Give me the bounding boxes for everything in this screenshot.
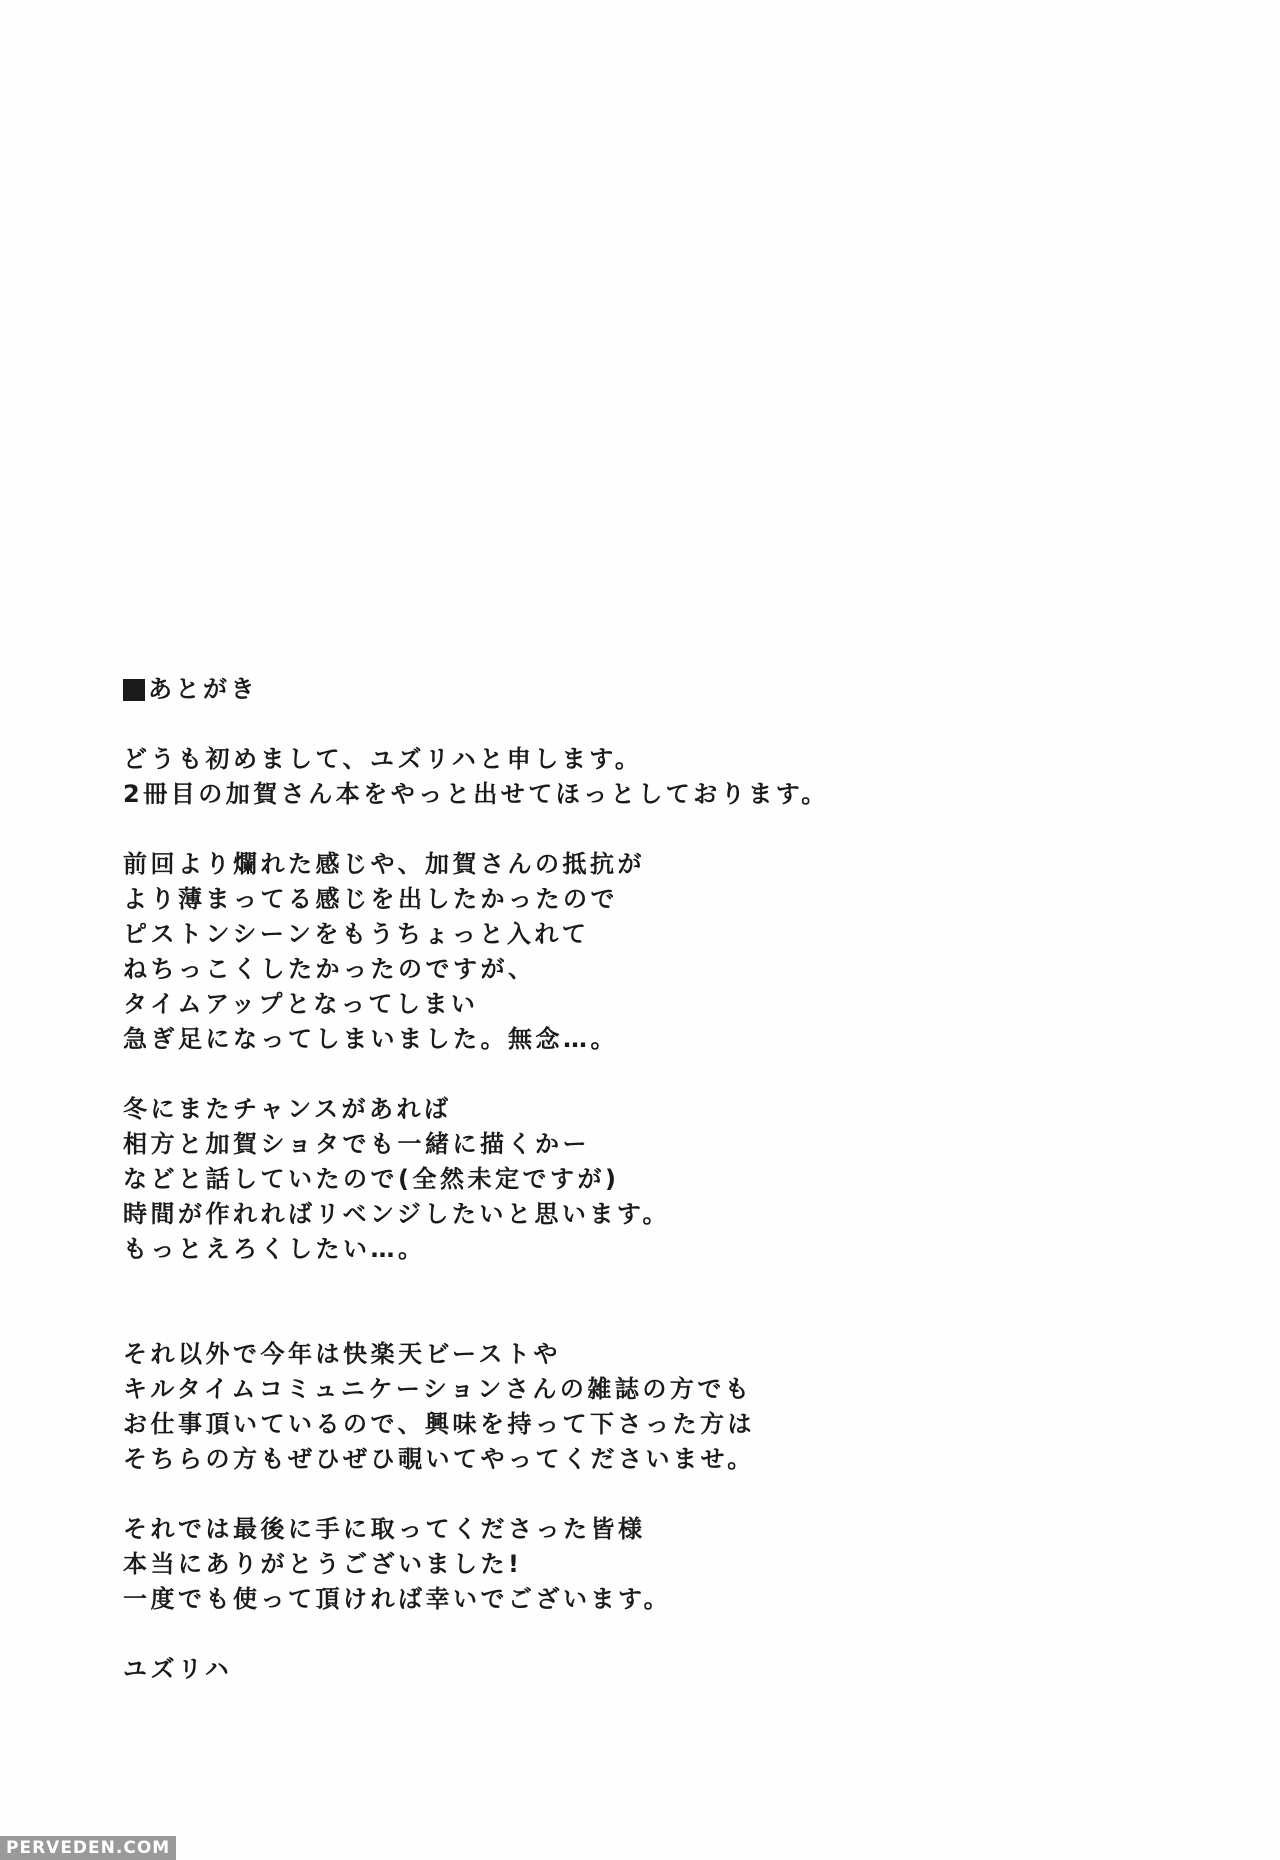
text-line: 本当にありがとうございました! [123, 1550, 523, 1578]
text-line: ピストンシーンをもうちょっと入れて [123, 920, 590, 948]
paragraph-regret [123, 847, 1123, 1057]
afterword-heading-text: あとがき [148, 675, 258, 703]
text-line: そちらの方もぜひぜひ覗いてやってくださいませ。 [123, 1445, 755, 1473]
text-line: 前回より爛れた感じや、加賀さんの抵抗が [123, 850, 646, 878]
text-line: それでは最後に手に取ってくださった皆様 [123, 1515, 646, 1543]
text-line: お仕事頂いているので、興味を持って下さった方は [123, 1410, 756, 1438]
paragraph-plans [123, 1092, 1123, 1267]
text-line: どうも初めまして、ユズリハと申します。 [123, 745, 643, 773]
afterword-section [123, 672, 1123, 1687]
paragraph-greeting [123, 742, 1123, 812]
text-line: 急ぎ足になってしまいました。無念…。 [123, 1025, 618, 1053]
text-line: 一度でも使って頂ければ幸いでございます。 [123, 1585, 672, 1613]
site-watermark: PERVEDEN.COM [0, 1836, 176, 1860]
text-line: 2冊目の加賀さん本をやっと出せてほっとしております。 [123, 780, 829, 808]
text-line: ねちっこくしたかったのですが、 [123, 955, 536, 983]
text-line: 時間が作れればリベンジしたいと思います。 [123, 1200, 670, 1228]
afterword-heading [123, 672, 1123, 707]
paragraph-thanks [123, 1512, 1123, 1617]
text-line: タイムアップとなってしまい [123, 990, 479, 1018]
text-line: それ以外で今年は快楽天ビーストや [123, 1340, 561, 1368]
text-line: 冬にまたチャンスがあれば [123, 1095, 452, 1123]
text-line: キルタイムコミュニケーションさんの雑誌の方でも [123, 1375, 753, 1403]
text-line: などと話していたので(全然未定ですが) [123, 1165, 620, 1193]
text-line: もっとえろくしたい…。 [123, 1235, 426, 1263]
author-signature: ユズリハ [123, 1655, 233, 1683]
square-bullet-icon [123, 679, 145, 701]
text-line: より薄まってる感じを出したかったので [123, 885, 618, 913]
paragraph-other-work [123, 1337, 1123, 1477]
text-line: 相方と加賀ショタでも一緒に描くかー [123, 1130, 591, 1158]
